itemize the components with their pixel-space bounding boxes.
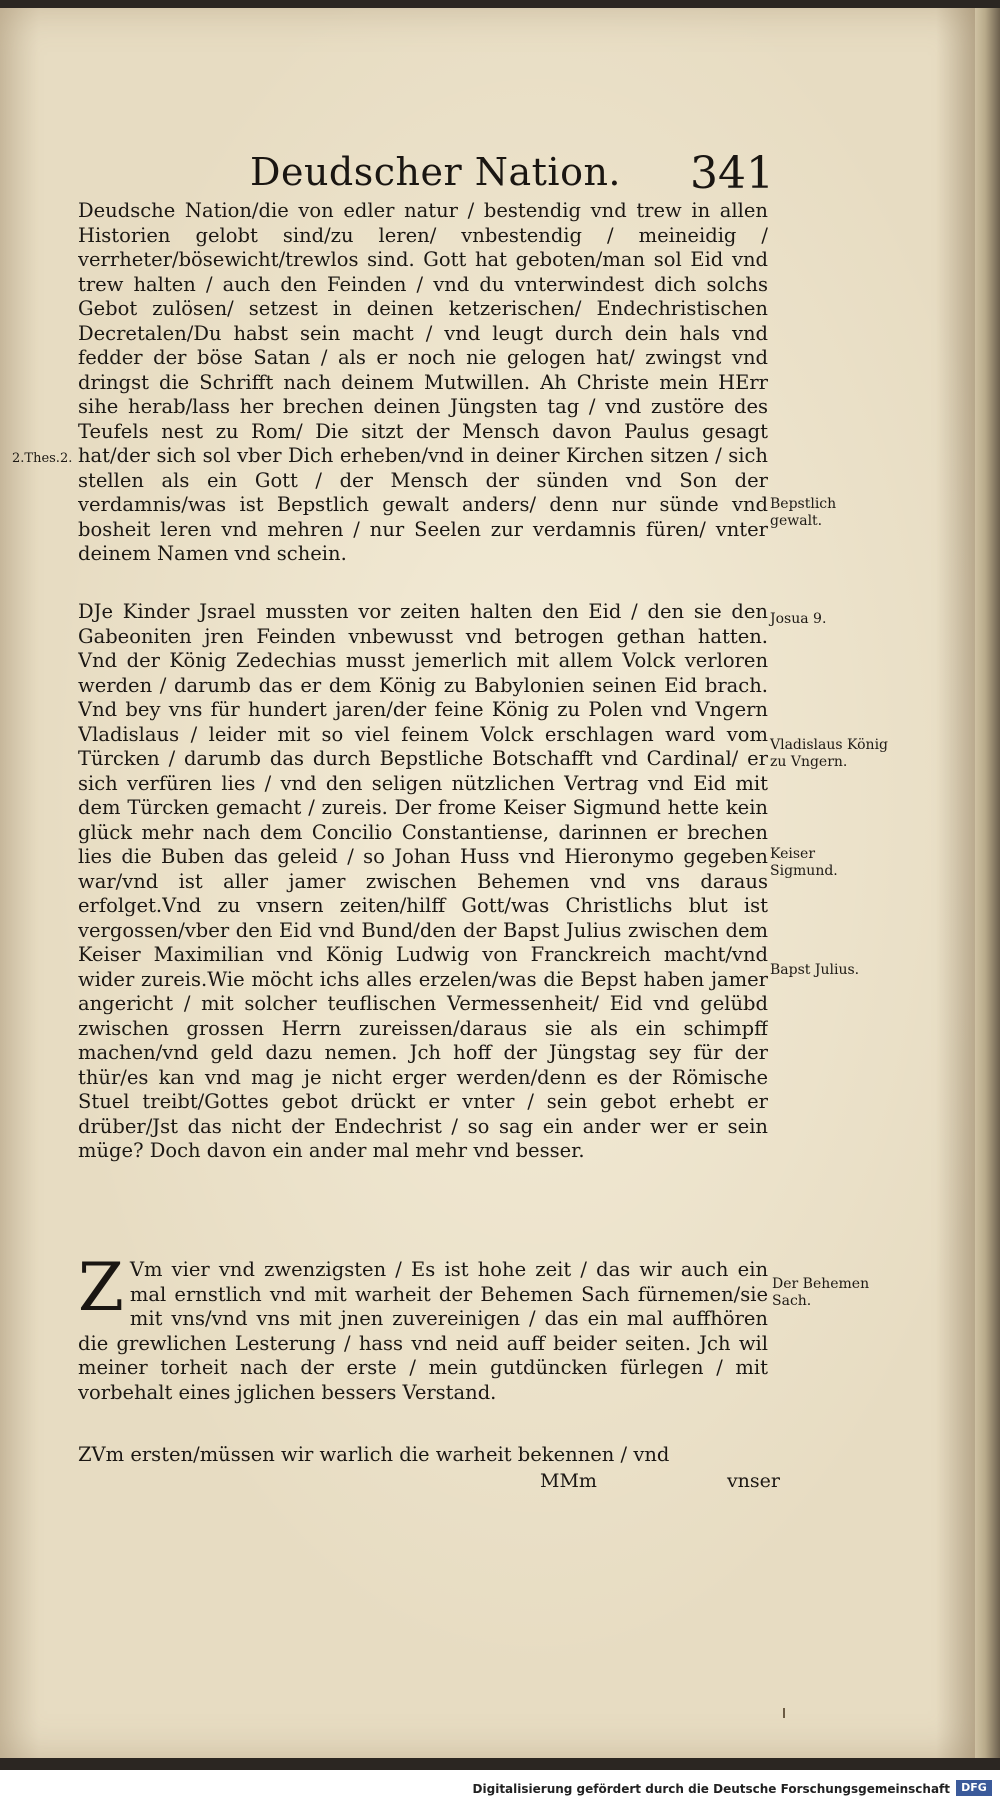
margin-note-scripture-ref: 2.Thes.2. — [12, 451, 73, 466]
paragraph-4-text: ZVm ersten/müssen wir warlich die warheit bekennen / vnd — [78, 1443, 670, 1466]
signature-mark: MMm — [540, 1470, 597, 1492]
margin-note-julius: Bapst Julius. — [770, 962, 860, 978]
dfg-logo: DFG — [956, 1780, 992, 1796]
drop-initial: Z — [78, 1258, 124, 1326]
page-mark — [783, 1708, 785, 1718]
paragraph-1-text: Deudsche Nation/die von edler natur / bestendig vnd trew in allen Historien gelobt sind/zu leren/ vnbestendig / meineidig / verrheter/bösewicht/trewlos sind. Gott hat geboten/man sol Eid vnd trew halten / auch den Feinden / vnd du vnterwindest dich solchs Gebot zulösen/ setzest in deinen ketzerischen/ Endechristischen Decretalen/Du habst sein macht / vnd leugt durch dein hals vnd fedder der böse Satan / als er noch nie gelogen hat/ zwingst vnd dringst die Schrifft nach deinem Mutwillen. Ah Christe mein HErr sihe herab/lass her brechen deinen Jüngsten tag / vnd zustöre des Teufels nest zu Rom/ Die sitzt der Mensch davon Paulus gesagt hat/der sich sol vber Dich erheben/vnd in deiner Kirchen sitzen / sich stellen als ein Gott / der Mensch der sünden vnd Son der verdamnis/was ist Bepstlich gewalt anders/ denn nur sünde vnd bosheit leren vnd mehren / nur Seelen zur verdamnis füren/ vnter deinem Namen vnd schein. — [78, 199, 768, 565]
catchword-line — [540, 1470, 780, 1496]
paragraph-2 — [78, 600, 768, 1232]
margin-note-vladislaus: Vladislaus König zu Vngern. — [770, 737, 889, 770]
paragraph-4 — [78, 1443, 768, 1471]
margin-note-sigmund: Keiser Sigmund. — [770, 846, 838, 879]
margin-note-josua: Josua 9. — [770, 611, 827, 627]
paragraph-3 — [78, 1258, 768, 1436]
running-title: Deudscher Nation. — [250, 150, 622, 194]
margin-note-papal-power: Bepstlich gewalt. — [770, 496, 837, 529]
paragraph-2-text: DJe Kinder Jsrael mussten vor zeiten halten den Eid / den sie den Gabeoniten jren Feinden vnbewusst vnd betrogen gethan hatten. Vnd der König Zedechias musst jemerlich mit allem Volck verloren werden / darumb das er dem König zu Babylonien seinen Eid brach. Vnd bey vns für hundert jaren/der feine König zu Polen vnd Vngern Vladislaus / leider mit so viel feinem Volck erschlagen ward vom Türcken / darumb das durch Bepstliche Botschafft vnd Cardinal/ er sich verfüren lies / vnd den seligen nützlichen Vertrag vnd Eid mit dem Türcken gemacht / zureis. Der frome Keiser Sigmund hette kein glück mehr nach dem Concilio Constantiense, darinnen er brechen lies die Buben das geleid / so Johan Huss vnd Hieronymo gegeben war/vnd ist aller jamer zwischen Behemen vnd vns daraus erfolget.Vnd zu vnsern zeiten/hilff Gott/was Christlichs blut ist vergossen/vber den Eid vnd Bund/den der Bapst Julius zwischen dem Keiser Maximilian vnd König Ludwig von Franckreich macht/vnd wider zureis.Wie möcht ichs alles erzelen/was die Bepst haben jamer angericht / mit solcher teuflischen Vermessenheit/ Eid vnd gelübd zwischen grossen Herrn zureissen/daraus sie als ein schimpff machen/vnd geld dazu nemen. Jch hoff der Jüngstag sey für der thür/es kan vnd mag je nicht erger werden/denn es der Römische Stuel treibt/Gottes gebot drückt er vnter / sein gebot erhebt er drüber/Jst das nicht der Endechrist / so sag ein ander wer er sein müge? Doch davon ein ander mal mehr vnd besser. — [78, 600, 768, 1162]
paragraph-3-text: Vm vier vnd zwenzigsten / Es ist hohe zeit / das wir auch ein mal ernstlich vnd mit warheit der Behemen Sach fürnemen/sie mit vns/vnd vns mit jnen zuvereinigen / das ein mal auffhören die grewlichen Lesterung / hass vnd neid auff beider seiten. Jch wil meiner torheit nach der erste / mein gutdüncken fürlegen / mit vorbehalt eines jglichen bessers Verstand. — [78, 1258, 768, 1404]
page-edge — [975, 8, 1000, 1758]
page-number: 341 — [690, 148, 774, 199]
footer-bar — [0, 1770, 1000, 1810]
paragraph-1 — [78, 199, 768, 585]
margin-note-bohemians: Der Behemen Sach. — [772, 1276, 870, 1309]
page-header — [0, 150, 975, 200]
catchword: vnser — [726, 1470, 780, 1492]
funding-credit: Digitalisierung gefördert durch die Deutsche Forschungsgemeinschaft — [472, 1782, 950, 1796]
